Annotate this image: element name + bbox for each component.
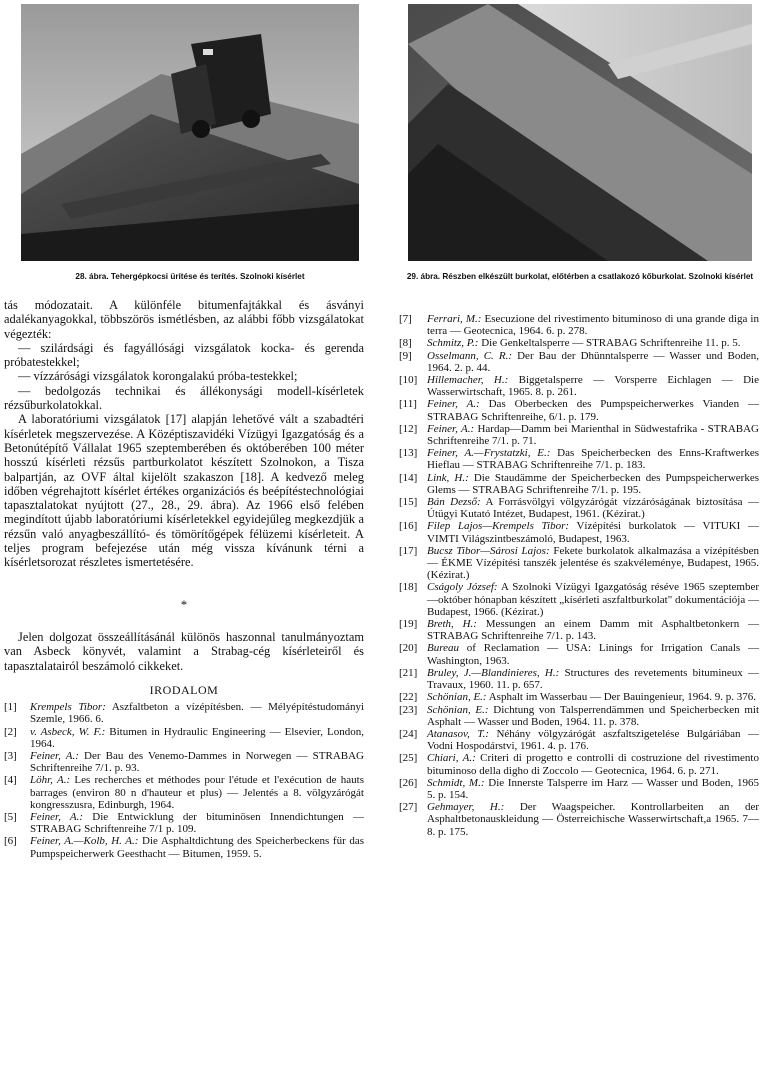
- reference-number: [14]: [399, 471, 418, 484]
- reference-text: Der Bau der Dhünntalsperre — Wasser und Boden, 1964. 2. p. 44.: [427, 349, 760, 374]
- references-heading: IRODALOM: [149, 682, 219, 697]
- reference-number: [13]: [399, 447, 418, 460]
- reference-author: Bureau: [427, 642, 459, 655]
- reference-author: v. Asbeck, W. F.:: [30, 725, 106, 738]
- reference-number: [10]: [399, 374, 418, 387]
- reference-author: Cságoly József:: [427, 581, 498, 594]
- reference-item: [399, 520, 759, 544]
- reference-item: [399, 545, 759, 582]
- reference-author: Schönian, E.:: [427, 691, 487, 704]
- reference-item: [399, 350, 759, 374]
- reference-item: [399, 777, 759, 801]
- paragraph-laboratory: A laboratóriumi vizsgálatok [17] alapján lehetővé vált a szabadtéri kísérletek megszervezése. A Középtiszavidéki Vízügyi Igazgatóság és a Betonútépítő Vállalat 1965 szeptemberében és októberében 100 méter hosszú kísérleti rézsűs partburkolatot készített Szolnokon, a Tisza balpartján, az OVF által kijelölt szakaszon [18]. A kedvező meleg időben végrehajtott kísérlet értékes organizációs és beépítéstechnológiai tapasztalatokat nyújtott (27., 28., 29. ábra). Az 1966 első felében megindított újabb laboratóriumi kísérletekkel egyidejűleg megkezdjük a rézsűn való anyagbeszállító- és tömörítőgépek félüzemi kísérleteit. A teljes program befejezése után még vissza kívánunk térni a kísérletsorozat részletes ismertetésére.: [4, 412, 364, 570]
- reference-author: Löhr, A.:: [30, 774, 71, 787]
- section-separator: *: [180, 597, 188, 612]
- reference-item: [399, 618, 759, 642]
- reference-number: [4]: [4, 774, 17, 787]
- reference-text: A Szolnoki Vízügyi Igazgatóság réséve 1965 szeptember—október hónapban készített „kísérleti aszfaltburkolat" dokumentációja — Budapest, 1966. (Kézirat.): [427, 581, 759, 618]
- reference-author: Ferrari, M.:: [427, 313, 482, 325]
- reference-number: [19]: [399, 618, 418, 631]
- reference-author: Bruley, J.—Blandinieres, H.:: [427, 666, 560, 679]
- figure-29-photo: [408, 4, 752, 261]
- reference-number: [12]: [399, 422, 418, 435]
- reference-item: [399, 801, 759, 838]
- reference-author: Osselmann, C. R.:: [427, 349, 513, 362]
- reference-author: Feiner, A.:: [427, 422, 475, 435]
- reference-item: [4, 835, 364, 859]
- reference-number: [22]: [399, 691, 418, 704]
- reference-number: [21]: [399, 666, 418, 679]
- reference-number: [11]: [399, 398, 417, 411]
- reference-item: [399, 313, 759, 337]
- reference-item: [399, 728, 759, 752]
- reference-author: Feiner, A.—Frystatzki, E.:: [427, 447, 551, 460]
- reference-text: Das Speicherbecken des Enns-Kraftwerkes Hieflau — STRABAG Schriftenreihe 7/1. p. 183.: [427, 447, 759, 472]
- reference-number: [26]: [399, 776, 418, 789]
- reference-text: Der Bau des Venemo-Dammes in Norwegen — STRABAG Schriftenreihe 7/1. p. 93.: [30, 749, 364, 775]
- reference-number: [18]: [399, 581, 418, 594]
- reference-author: Schönian, E.:: [427, 703, 489, 716]
- right-column: [399, 313, 759, 838]
- reference-author: Krempels Tibor:: [30, 701, 106, 714]
- reference-author: Gehmayer, H.:: [427, 801, 505, 814]
- reference-text: Criteri di progetto e controlli di costruzione del rivestimento bituminoso della digho di Zoccolo — Geotecnica, 1964. 6. p. 271.: [427, 752, 759, 777]
- reference-text: Die Innerste Talsperre im Harz — Wasser und Boden, 1965 5. p. 154.: [427, 776, 760, 801]
- reference-number: [1]: [4, 701, 17, 714]
- reference-item: [399, 374, 759, 398]
- reference-number: [7]: [399, 313, 412, 325]
- reference-author: Schmitz, P.:: [427, 337, 479, 350]
- reference-text: Die Staudämme der Speicherbecken des Pumpspeicherwerkes Glems — STRABAG Schriftenreihe 7/1. p. 195.: [427, 471, 759, 496]
- reference-text: Hardap—Damm bei Marienthal in Südwestafrika - STRABAG Schriftenreihe 7/1. p. 71.: [427, 422, 759, 448]
- reference-number: [16]: [399, 520, 418, 533]
- reference-item: [399, 752, 759, 776]
- reference-text: Der Waagspeicher. Kontrollarbeiten an der Asphaltbetonauskleidung — Österreichische Wasserwirtschaft,a 1965. 7—8. p. 175.: [427, 801, 759, 838]
- reference-text: Structures des revetements bitumineux — Travaux, 1960. 11. p. 657.: [427, 666, 759, 692]
- reference-text: Messungen an einem Damm mit Asphaltbetonkern — STRABAG Schriftenreihe 7/1. p. 143.: [427, 618, 760, 643]
- reference-text: Dichtung von Talsperrendämmen und Speicherbecken mit Asphalt — Wasser und Boden, 1964. 11. p. 378.: [427, 703, 759, 728]
- truck-spreading-photo: [21, 4, 359, 261]
- reference-item: [399, 472, 759, 496]
- reference-author: Feiner, A.:: [30, 810, 84, 823]
- reference-item: [4, 726, 364, 750]
- reference-number: [25]: [399, 752, 418, 765]
- reference-author: Breth, H.:: [427, 618, 477, 631]
- reference-author: Hillemacher, H.:: [427, 374, 509, 387]
- reference-item: [399, 337, 759, 349]
- reference-author: Feiner, A.:: [427, 398, 480, 411]
- reference-number: [20]: [399, 642, 418, 655]
- reference-item: [4, 811, 364, 835]
- paragraph-test-1: — szilárdsági és fagyállósági vizsgálatok kocka- és gerenda próbatestekkel;: [4, 340, 364, 370]
- reference-text: Néhány völgyzárógát aszfaltszigetelése Bulgáriában — Vodni Hospodárstvi, 1961. 4. p. 176.: [427, 727, 759, 753]
- reference-text: Les recherches et méthodes pour l'étude et l'exécution de hauts barrages (environ 80 n d'hauteur et plus) — Jelentés a 8. völgyzárógát kongresszusra, Edinburgh, 1964.: [30, 774, 364, 811]
- reference-text: Fekete burkolatok alkalmazása a vízépítésben — ÉKME Vízépítési tanszék jelentése és szakvéleménye, Budapest, 1965. (Kézirat.): [427, 544, 759, 582]
- reference-item: [4, 750, 364, 774]
- reference-number: [15]: [399, 496, 418, 509]
- paragraph-test-3: — bedolgozás technikai és állékonysági modell-kísérletek rézsűburkolatokkal.: [4, 383, 364, 413]
- reference-item: [399, 581, 759, 618]
- reference-author: Bán Dezső:: [427, 496, 481, 509]
- paragraph-closing: Jelen dolgozat összeállításánál különös haszonnal tanulmányoztam van Asbeck könyvét, valamint a Strabag-cég kísérleteiről és tapasztalatairól beszámoló cikkeket.: [4, 629, 364, 673]
- reference-item: [4, 774, 364, 811]
- reference-number: [2]: [4, 725, 17, 738]
- reference-text: Die Genkeltalsperre — STRABAG Schriftenreihe 11. p. 5.: [478, 337, 741, 350]
- reference-text: of Reclamation — USA: Linings for Irrigation Canals — Washington, 1963.: [427, 642, 759, 667]
- reference-author: Chiari, A.:: [427, 752, 476, 765]
- reference-text: Biggetalsperre — Vorsperre Eichlagen — Die Wasserwirtschaft, 1965. 8. p. 261.: [427, 374, 759, 399]
- reference-text: Vízépítési burkolatok — VITUKI — VIMTI Világszintbeszámoló, Budapest, 1963.: [427, 520, 759, 545]
- reference-list-left: [4, 701, 364, 860]
- reference-text: Bitumen in Hydraulic Engineering — Elsevier, London, 1964.: [30, 725, 364, 750]
- reference-number: [24]: [399, 727, 418, 740]
- reference-author: Atanasov, T.:: [427, 727, 490, 740]
- reference-item: [399, 447, 759, 471]
- reference-item: [399, 704, 759, 728]
- reference-text: Die Entwicklung der bituminösen Innendichtungen — STRABAG Schriftenreihe 7/1 p. 109.: [30, 810, 364, 836]
- reference-number: [27]: [399, 801, 418, 814]
- reference-author: Bucsz Tibor—Sárosi Lajos:: [427, 544, 550, 557]
- reference-item: [4, 701, 364, 725]
- reference-text: Die Asphaltdichtung des Speicherbeckens für das Pumpspeicherwerk Geesthacht — Bitumen, 1959. 5.: [30, 835, 364, 860]
- figure-28-photo: [21, 4, 359, 261]
- reference-author: Feiner, A.—Kolb, H. A.:: [30, 835, 139, 848]
- reference-number: [6]: [4, 835, 17, 848]
- reference-number: [8]: [399, 337, 412, 350]
- reference-number: [9]: [399, 349, 412, 362]
- reference-number: [3]: [4, 749, 17, 762]
- reference-text: Esecuzione del rivestimento bituminoso di una grande diga in terra — Geotecnica, 1964. 6. p. 278.: [427, 313, 759, 338]
- reference-number: [5]: [4, 810, 17, 823]
- paragraph-test-2: — vízzárósági vizsgálatok korongalakú próba-testekkel;: [18, 369, 298, 384]
- reference-text: Asphalt im Wasserbau — Der Bauingenieur, 1964. 9. p. 376.: [486, 691, 757, 704]
- reference-item: [399, 667, 759, 691]
- revetment-photo: [408, 4, 752, 261]
- reference-list-right: [399, 313, 759, 838]
- reference-item: [399, 642, 759, 666]
- reference-number: [17]: [399, 544, 418, 557]
- reference-item: [399, 691, 759, 703]
- reference-number: [23]: [399, 703, 418, 716]
- reference-text: Aszfaltbeton a vízépítésben. — Mélyépítéstudományi Szemle, 1966. 6.: [30, 701, 365, 726]
- reference-author: Link, H.:: [427, 471, 469, 484]
- reference-author: Feiner, A.:: [30, 749, 79, 762]
- reference-author: Schmidt, M.:: [427, 776, 485, 789]
- reference-text: Das Oberbecken des Pumpspeicherwerkes Vianden — STRABAG Schriftenreihe, 6/1. p. 179.: [427, 398, 759, 423]
- figure-28-caption: 28. ábra. Tehergépkocsi ürítése és terítés. Szolnoki kísérlet: [75, 272, 305, 281]
- figure-29-caption: 29. ábra. Részben elkészült burkolat, előtérben a csatlakozó kőburkolat. Szolnoki kísérlet: [406, 272, 754, 281]
- reference-item: [399, 496, 759, 520]
- reference-item: [399, 423, 759, 447]
- reference-item: [399, 398, 759, 422]
- left-column: [4, 298, 364, 860]
- reference-text: A Forrásvölgyi völgyzárógát vízzáróságának biztosítása — Útügyi Kutató Intézet, Budapest, 1961. (Kézirat.): [427, 496, 759, 521]
- paragraph-intro: tás módozatait. A különféle bitumenfajtákkal és ásványi adalékanyagokkal, többszörös ismétlésben, az alábbi főbb vizsgálatokat végezték:: [4, 298, 364, 341]
- reference-author: Filep Lajos—Krempels Tibor:: [427, 520, 570, 533]
